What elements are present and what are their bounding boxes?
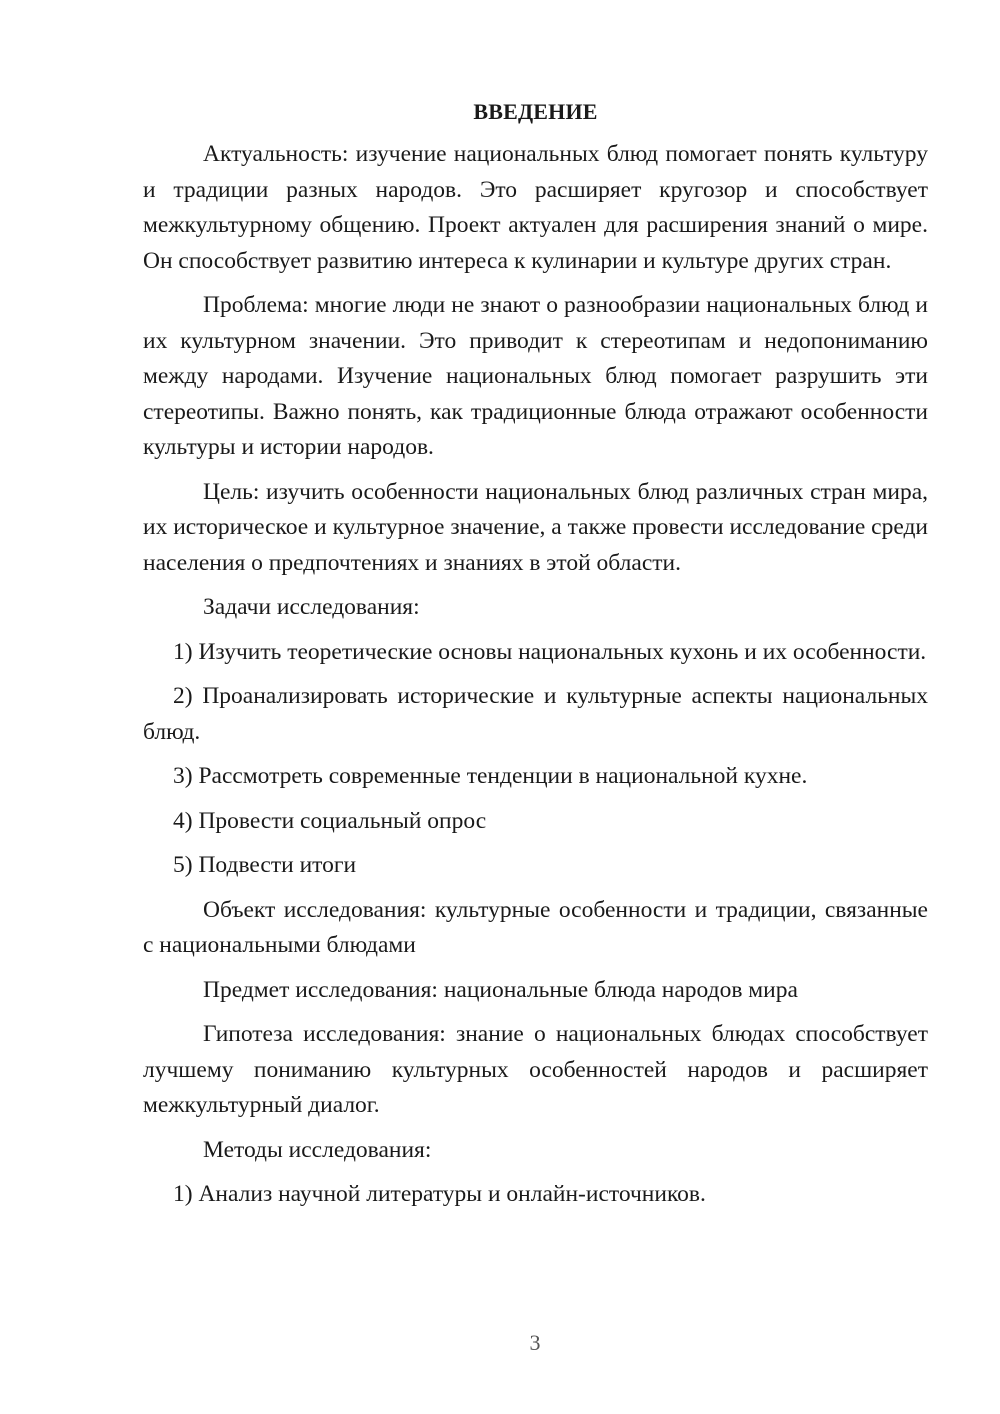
paragraph-relevance: Актуальность: изучение национальных блюд помогает понять культуру и традиции разных народов. Это расширяет кругозор и способствует межкультурному общению. Проект актуален для расширения знаний о мире. Он способствует развитию интереса к кулинарии и культуре других стран. — [143, 141, 928, 274]
methods-heading: Методы исследования: — [203, 1136, 432, 1163]
task-item-3: 3) Рассмотреть современные тенденции в национальной кухне. — [173, 763, 808, 789]
method-item-1: 1) Анализ научной литературы и онлайн-источников. — [173, 1181, 706, 1207]
page-content — [143, 94, 928, 1222]
paragraph-subject: Предмет исследования: национальные блюда народов мира — [203, 976, 798, 1003]
paragraph-goal: Цель: изучить особенности национальных блюд различных стран мира, их историческое и культурное значение, а также провести исследование среди населения о предпочтениях и знаниях в этой области. — [143, 478, 928, 576]
task-item-4: 4) Провести социальный опрос — [173, 807, 487, 834]
paragraph-object: Объект исследования: культурные особенности и традиции, связанные с национальными блюдами — [143, 896, 928, 958]
tasks-heading: Задачи исследования: — [203, 594, 420, 620]
task-item-2: 2) Проанализировать исторические и культурные аспекты национальных блюд. — [143, 683, 928, 745]
paragraph-problem: Проблема: многие люди не знают о разнообразии национальных блюд и их культурном значении. Это приводит к стереотипам и недопониманию между народами. Изучение национальных блюд помогает разрушить эти стереотипы. Важно понять, как традиционные блюда отражают особенности культуры и истории народов. — [143, 292, 928, 460]
task-item-5: 5) Подвести итоги — [173, 852, 357, 878]
task-item-1: 1) Изучить теоретические основы национальных кухонь и их особенности. — [173, 638, 927, 665]
paragraph-hypothesis: Гипотеза исследования: знание о национальных блюдах способствует лучшему пониманию культурных особенностей народов и расширяет межкультурный диалог. — [143, 1021, 928, 1118]
page-title: ВВЕДЕНИЕ — [473, 99, 598, 124]
page-number: 3 — [529, 1330, 541, 1355]
